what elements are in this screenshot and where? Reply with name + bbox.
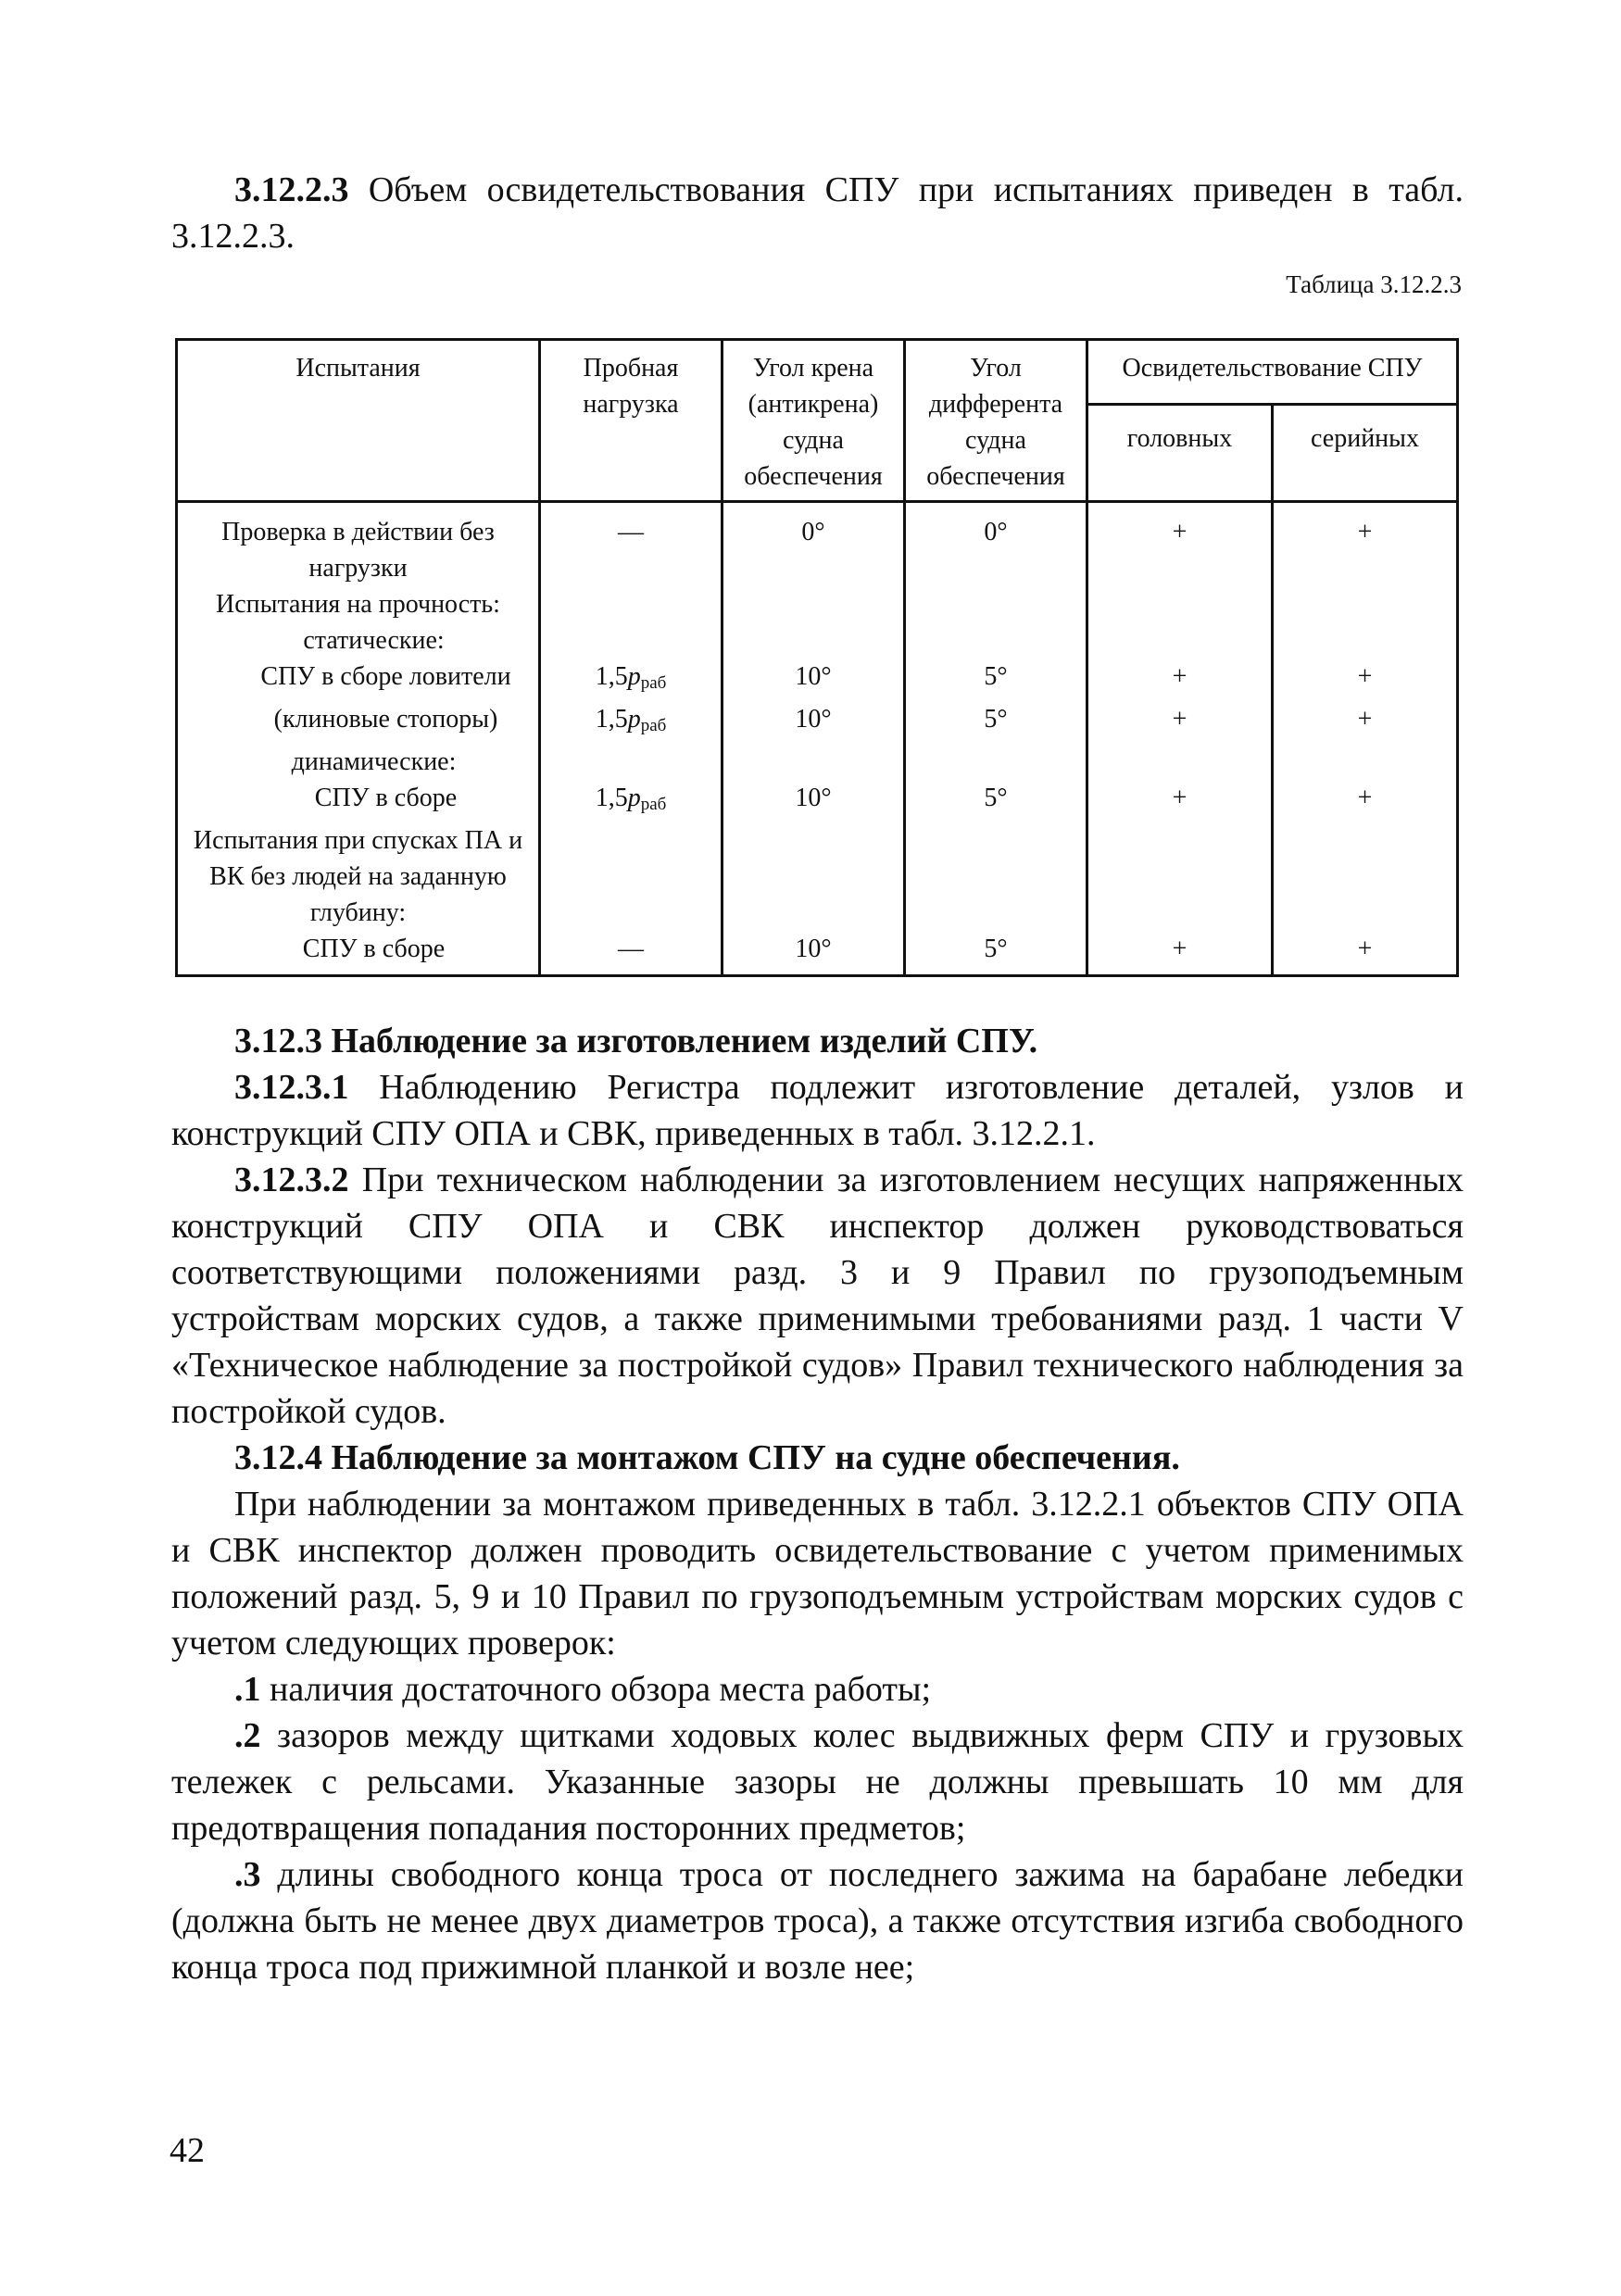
- intro-text: Объем освидетельствования СПУ при испытаниях приведен в табл. 3.12.2.3.: [171, 170, 1464, 256]
- table-caption: Таблица 3.12.2.3: [1286, 270, 1462, 298]
- row-lead: +: [1087, 502, 1273, 587]
- paragraph-3-12-3-2: 3.12.3.2 При техническом наблюдении за изготовлением несущих напряженных конструкций СПУ ОПА и СВК инспектор должен руководствоваться соответствующими положениями разд. 3 и 9 Правил по грузоподъемным устройствам морских судов, а также применимыми требованиями разд. 1 части V «Техническое наблюдение за постройкой судов» Правил технического наблюдения за постройкой судов.: [171, 1161, 1464, 1431]
- header-heel: Угол крена (антикрена) судна обеспечения: [723, 340, 905, 502]
- page-content: [171, 167, 1464, 1990]
- row-label: (клиновые стопоры): [177, 701, 540, 744]
- header-survey: Освидетельствование СПУ: [1087, 340, 1458, 405]
- row-lead: +: [1087, 701, 1273, 744]
- table-row: [177, 622, 1458, 659]
- survey-table: [175, 338, 1459, 977]
- table-row: [177, 744, 1458, 780]
- header-trim: Угол дифферента судна обеспечения: [905, 340, 1087, 502]
- row-heel: 0°: [723, 502, 905, 587]
- row-trim: [905, 822, 1087, 931]
- row-lead: [1087, 744, 1273, 780]
- intro-number: 3.12.2.3: [234, 170, 349, 209]
- paragraph-3-12-4-intro: При наблюдении за монтажом приведенных в табл. 3.12.2.1 объектов СПУ ОПА и СВК инспектор должен проводить освидетельствование с учетом применимых положений разд. 5, 9 и 10 Правил по грузоподъемным устройствам морских судов с учетом следующих проверок:: [171, 1485, 1464, 1662]
- row-serial: +: [1273, 502, 1458, 587]
- page-number: 42: [170, 2131, 205, 2170]
- row-lead: [1087, 622, 1273, 659]
- table-row: [177, 701, 1458, 744]
- row-label: Испытания при спусках ПА и ВК без людей на заданную глубину:: [177, 822, 540, 931]
- row-lead: [1087, 586, 1273, 622]
- row-serial: [1273, 822, 1458, 931]
- row-heel: 10°: [723, 701, 905, 744]
- row-heel: 10°: [723, 780, 905, 822]
- list-item-3: .3 длины свободного конца троса от последнего зажима на барабане лебедки (должна быть не менее двух диаметров троса), а также отсутствия изгиба свободного конца троса под прижимной планкой и возле нее;: [171, 1855, 1464, 1987]
- row-trim: [905, 622, 1087, 659]
- row-trim: 5°: [905, 659, 1087, 701]
- row-load: $1,5p_{раб}$: [540, 701, 723, 744]
- row-load: [540, 744, 723, 780]
- intro-paragraph: [171, 167, 1464, 259]
- row-label: Испытания на прочность:: [177, 586, 540, 622]
- row-load: [540, 622, 723, 659]
- table-row: [177, 780, 1458, 822]
- row-serial: [1273, 586, 1458, 622]
- row-trim: 5°: [905, 931, 1087, 976]
- row-heel: [723, 744, 905, 780]
- list-item-2: .2 зазоров между щитками ходовых колес выдвижных ферм СПУ и грузовых тележек с рельсами. Указанные зазоры не должны превышать 10 мм для предотвращения попадания посторонних предметов;: [171, 1716, 1464, 1848]
- row-label: динамические:: [177, 744, 540, 780]
- row-serial: +: [1273, 780, 1458, 822]
- row-lead: +: [1087, 931, 1273, 976]
- header-tests: Испытания: [177, 340, 540, 502]
- row-trim: [905, 744, 1087, 780]
- row-label: СПУ в сборе: [177, 931, 540, 976]
- row-lead: [1087, 822, 1273, 931]
- row-load: [540, 822, 723, 931]
- row-label: СПУ в сборе: [177, 780, 540, 822]
- table-row: [177, 659, 1458, 701]
- table-row: [177, 931, 1458, 976]
- row-lead: +: [1087, 659, 1273, 701]
- heading-3-12-4: 3.12.4 Наблюдение за монтажом СПУ на судне обеспечения.: [234, 1438, 1180, 1477]
- paragraph-3-12-3-1: 3.12.3.1 Наблюдению Регистра подлежит изготовление деталей, узлов и конструкций СПУ ОПА и СВК, приведенных в табл. 3.12.2.1.: [171, 1068, 1464, 1153]
- row-load: $1,5p_{раб}$: [540, 659, 723, 701]
- row-label: Проверка в действии без нагрузки: [177, 502, 540, 587]
- table-row: [177, 822, 1458, 931]
- row-load: —: [540, 502, 723, 587]
- table-row: [177, 502, 1458, 587]
- row-label: статические:: [177, 622, 540, 659]
- row-heel: 10°: [723, 659, 905, 701]
- list-item-1: .1 наличия достаточного обзора места работы;: [234, 1670, 932, 1709]
- row-serial: [1273, 622, 1458, 659]
- header-serial: серийных: [1273, 404, 1458, 501]
- row-heel: [723, 586, 905, 622]
- row-label: СПУ в сборе ловители: [177, 659, 540, 701]
- row-trim: [905, 586, 1087, 622]
- row-load: [540, 586, 723, 622]
- row-trim: 5°: [905, 701, 1087, 744]
- row-trim: 0°: [905, 502, 1087, 587]
- table-row: [177, 586, 1458, 622]
- heading-3-12-3: 3.12.3 Наблюдение за изготовлением изделий СПУ.: [234, 1022, 1038, 1060]
- row-serial: +: [1273, 659, 1458, 701]
- row-heel: [723, 822, 905, 931]
- row-serial: +: [1273, 931, 1458, 976]
- row-trim: 5°: [905, 780, 1087, 822]
- row-heel: [723, 622, 905, 659]
- row-lead: +: [1087, 780, 1273, 822]
- header-load: Пробная нагрузка: [540, 340, 723, 502]
- row-heel: 10°: [723, 931, 905, 976]
- header-lead: головных: [1087, 404, 1273, 501]
- row-serial: [1273, 744, 1458, 780]
- row-serial: +: [1273, 701, 1458, 744]
- row-load: —: [540, 931, 723, 976]
- row-load: $1,5p_{раб}$: [540, 780, 723, 822]
